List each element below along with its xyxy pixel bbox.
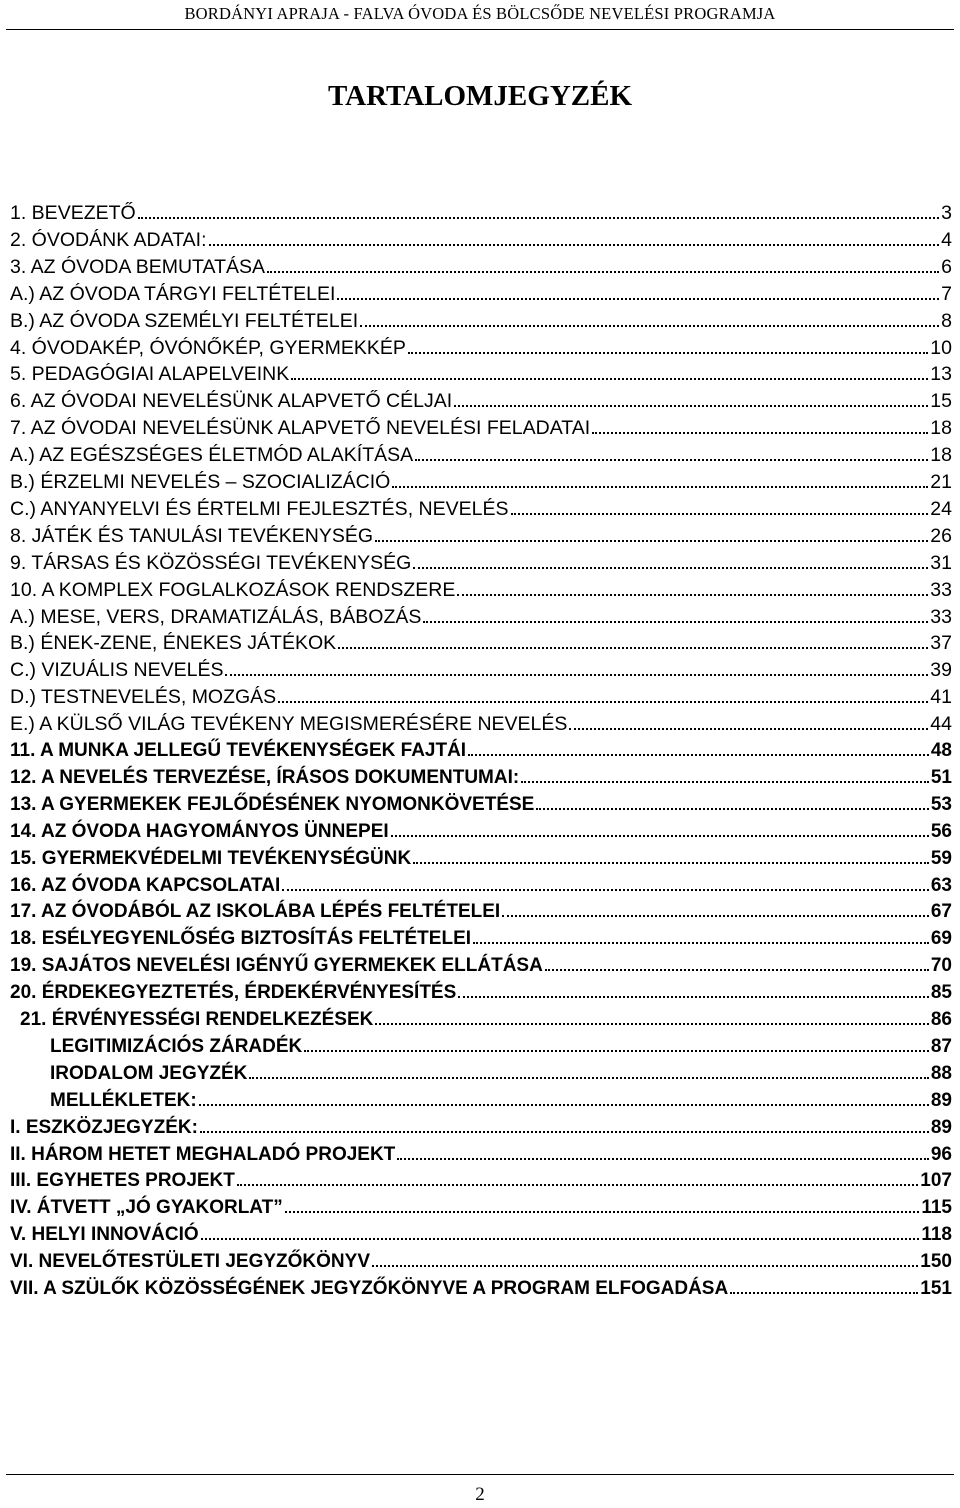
toc-entry-label: A.) AZ EGÉSZSÉGES ÉLETMÓD ALAKÍTÁSA [10,444,414,467]
toc-entry-page-number: 56 [930,820,952,842]
toc-entry-page-number: 150 [920,1251,952,1273]
toc-dot-leader [285,1210,920,1213]
toc-entry-page-number: 24 [930,497,952,520]
toc-entry-label: C.) VIZUÁLIS NEVELÉS [10,659,224,682]
toc-entry-page-number: 8 [941,309,952,332]
toc-entry-label: 6. AZ ÓVODAI NEVELÉSÜNK ALAPVETŐ CÉLJAI [10,390,453,413]
toc-entry-label: A.) AZ ÓVODA TÁRGYI FELTÉTELEI [10,282,336,305]
toc-entry-page-number: 69 [930,928,952,950]
toc-dot-leader [511,512,929,515]
toc-entry[interactable] [10,1222,952,1248]
toc-entry-page-number: 89 [930,1116,952,1138]
toc-entry-label: II. HÁROM HETET MEGHALADÓ PROJEKT [10,1143,396,1165]
toc-entry-label: 17. AZ ÓVODÁBÓL AZ ISKOLÁBA LÉPÉS FELTÉTELEI [10,901,501,923]
toc-entry[interactable] [10,254,952,280]
toc-entry[interactable] [50,1061,952,1087]
page-number: 2 [475,1484,485,1505]
toc-entry-page-number: 48 [930,740,952,761]
toc-entry-page-number: 15 [930,390,952,413]
toc-dot-leader [225,673,928,676]
toc-entry[interactable] [10,227,952,253]
toc-entry[interactable] [10,765,952,791]
toc-entry-label: 7. AZ ÓVODAI NEVELÉSÜNK ALAPVETŐ NEVELÉSI FELADATAI [10,417,591,440]
toc-entry[interactable] [10,953,952,979]
toc-entry[interactable] [10,711,952,737]
toc-entry-page-number: 13 [930,363,952,386]
toc-entry-label: 3. AZ ÓVODA BEMUTATÁSA [10,255,266,278]
toc-entry-page-number: 89 [930,1089,952,1111]
toc-dot-leader [291,377,928,380]
toc-entry-label: LEGITIMIZÁCIÓS ZÁRADÉK [50,1035,303,1057]
toc-dot-leader [458,995,929,998]
toc-dot-leader [267,270,939,273]
toc-entry[interactable] [10,550,952,576]
header-rule [6,29,954,30]
toc-entry-label: 16. AZ ÓVODA KAPCSOLATAI [10,874,281,896]
toc-entry-label: IRODALOM JEGYZÉK [50,1062,248,1084]
toc-entry-label: 10. A KOMPLEX FOGLALKOZÁSOK RENDSZERE [10,578,456,601]
toc-dot-leader [200,1130,929,1133]
toc-entry[interactable] [10,926,952,952]
toc-entry-page-number: 151 [920,1278,952,1299]
toc-entry-page-number: 88 [930,1062,952,1084]
toc-entry-page-number: 70 [930,955,952,977]
toc-dot-leader [372,1264,918,1267]
toc-entry[interactable] [10,1195,952,1221]
toc-entry-label: A.) MESE, VERS, DRAMATIZÁLÁS, BÁBOZÁS [10,605,422,628]
toc-entry[interactable] [10,496,952,522]
toc-entry-page-number: 33 [930,578,952,601]
footer-rule [6,1474,954,1475]
toc-entry[interactable] [10,388,952,414]
toc-entry-label: 15. GYERMEKVÉDELMI TEVÉKENYSÉGÜNK [10,847,412,869]
toc-entry[interactable] [10,469,952,495]
toc-entry-label: 5. PEDAGÓGIAI ALAPELVEINK [10,363,290,386]
toc-entry-label: 13. A GYERMEKEK FEJLŐDÉSÉNEK NYOMONKÖVETÉSE [10,793,535,815]
toc-dot-leader [304,1049,929,1052]
toc-entry[interactable] [10,1168,952,1194]
toc-entry-label: 14. AZ ÓVODA HAGYOMÁNYOS ÜNNEPEI [10,820,389,842]
toc-entry[interactable] [20,1007,952,1033]
toc-entry-page-number: 26 [930,524,952,547]
toc-dot-leader [457,593,928,596]
toc-dot-leader [521,780,929,783]
toc-entry-page-number: 18 [930,417,952,440]
toc-entry-label: I. ESZKÖZJEGYZÉK: [10,1116,198,1138]
toc-dot-leader [592,431,928,434]
toc-entry[interactable] [10,792,952,818]
toc-entry[interactable] [10,873,952,899]
toc-entry[interactable] [10,361,952,387]
toc-entry[interactable] [10,1142,952,1168]
toc-entry-label: MELLÉKLETEK: [50,1089,197,1111]
toc-entry[interactable] [10,442,952,468]
toc-entry-label: VII. A SZÜLŐK KÖZÖSSÉGÉNEK JEGYZŐKÖNYVE A PROGRAM ELFOGADÁSA [10,1278,729,1299]
toc-entry[interactable] [10,846,952,872]
toc-entry[interactable] [10,1276,952,1302]
toc-dot-leader [545,968,929,971]
toc-dot-leader [468,753,929,756]
toc-entry[interactable] [10,899,952,925]
toc-dot-leader [408,351,928,354]
toc-entry-page-number: 59 [930,847,952,869]
toc-entry-page-number: 86 [930,1009,952,1030]
toc-entry[interactable] [10,577,952,603]
toc-entry[interactable] [10,657,952,683]
toc-entry-page-number: 107 [920,1170,952,1192]
toc-entry-label: 11. A MUNKA JELLEGŰ TEVÉKENYSÉGEK FAJTÁI [10,740,467,761]
toc-entry-page-number: 6 [941,255,952,278]
toc-entry[interactable] [10,335,952,361]
toc-dot-leader [454,404,928,407]
toc-entry-page-number: 96 [930,1143,952,1165]
toc-entry-label: 12. A NEVELÉS TERVEZÉSE, ÍRÁSOS DOKUMENTUMAI: [10,766,520,788]
toc-entry[interactable] [10,200,952,226]
toc-dot-leader [199,1103,929,1106]
toc-entry-label: B.) ÉNEK-ZENE, ÉNEKES JÁTÉKOK [10,632,337,655]
toc-entry[interactable] [50,1034,952,1060]
toc-dot-leader [569,727,928,730]
toc-entry-label: C.) ANYANYELVI ÉS ÉRTELMI FEJLESZTÉS, NEVELÉS [10,497,509,520]
toc-entry-page-number: 10 [930,336,952,359]
toc-dot-leader [282,888,929,891]
toc-dot-leader [413,861,929,864]
toc-entry-label: D.) TESTNEVELÉS, MOZGÁS [10,686,277,709]
toc-entry-page-number: 41 [930,686,952,709]
toc-entry-page-number: 118 [921,1224,952,1246]
toc-entry-page-number: 44 [930,713,952,736]
toc-dot-leader [278,700,928,703]
toc-entry-page-number: 37 [930,632,952,655]
toc-entry-page-number: 21 [930,471,952,493]
toc-entry-page-number: 63 [930,874,952,896]
toc-entry[interactable] [10,604,952,630]
toc-entry[interactable] [10,523,952,549]
toc-entry-label: B.) AZ ÓVODA SZEMÉLYI FELTÉTELEI [10,309,359,332]
toc-entry-label: 18. ESÉLYEGYENLŐSÉG BIZTOSÍTÁS FELTÉTELEI [10,928,472,950]
toc-dot-leader [237,1183,918,1186]
toc-entry-label: V. HELYI INNOVÁCIÓ [10,1224,199,1246]
toc-entry-label: 8. JÁTÉK ÉS TANULÁSI TEVÉKENYSÉG [10,524,374,547]
toc-entry[interactable] [10,819,952,845]
toc-entry-page-number: 3 [941,202,952,224]
toc-dot-leader [338,646,928,649]
toc-dot-leader [337,297,939,300]
toc-dot-leader [413,566,928,569]
toc-entry-label: 9. TÁRSAS ÉS KÖZÖSSÉGI TEVÉKENYSÉG [10,551,412,574]
toc-dot-leader [138,216,939,219]
toc-dot-leader [473,941,929,944]
toc-entry-label: 21. ÉRVÉNYESSÉGI RENDELKEZÉSEK [20,1009,374,1030]
toc-dot-leader [375,1022,928,1025]
toc-entry-page-number: 115 [921,1197,952,1219]
toc-entry-page-number: 87 [930,1035,952,1057]
toc-entry[interactable] [10,415,952,441]
toc-entry-page-number: 33 [930,605,952,628]
toc-entry-label: IV. ÁTVETT „JÓ GYAKORLAT” [10,1197,283,1219]
toc-entry-page-number: 53 [930,793,952,815]
toc-dot-leader [536,807,929,810]
toc-dot-leader [360,324,939,327]
toc-entry[interactable] [50,1088,952,1114]
toc-entry[interactable] [10,308,952,334]
toc-entry-label: III. EGYHETES PROJEKT [10,1170,235,1192]
toc-dot-leader [391,834,929,837]
toc-dot-leader [201,1237,920,1240]
toc-entry-label: VI. NEVELŐTESTÜLETI JEGYZŐKÖNYV [10,1251,370,1273]
toc-entry-label: 20. ÉRDEKEGYEZTETÉS, ÉRDEKÉRVÉNYESÍTÉS [10,982,457,1004]
toc-entry[interactable] [10,738,952,764]
toc-entry[interactable] [10,1115,952,1141]
toc-entry[interactable] [10,980,952,1006]
toc-entry-page-number: 31 [930,551,952,574]
toc-entry-page-number: 7 [941,282,952,305]
toc-dot-leader [209,243,940,246]
toc-dot-leader [249,1076,928,1079]
toc-entry-label: E.) A KÜLSŐ VILÁG TEVÉKENY MEGISMERÉSÉRE NEVELÉS [10,713,568,736]
toc-dot-leader [415,458,928,461]
toc-entry-label: 4. ÓVODAKÉP, ÓVÓNŐKÉP, GYERMEKKÉP [10,336,406,359]
toc-dot-leader [730,1291,918,1294]
toc-dot-leader [375,539,928,542]
toc-entry-label: B.) ÉRZELMI NEVELÉS – SZOCIALIZÁCIÓ [10,471,391,493]
toc-entry-page-number: 51 [930,766,952,788]
running-header: BORDÁNYI APRAJA - FALVA ÓVODA ÉS BÖLCSŐDE NEVELÉSI PROGRAMJA [184,4,776,23]
toc-entry[interactable] [10,281,952,307]
toc-entry-page-number: 18 [930,444,952,467]
toc-dot-leader [502,914,929,917]
toc-entry-page-number: 67 [930,901,952,923]
toc-entry-label: 19. SAJÁTOS NEVELÉSI IGÉNYŰ GYERMEKEK ELLÁTÁSA [10,955,543,977]
toc-entry[interactable] [10,1249,952,1275]
toc-dot-leader [423,620,928,623]
toc-entry-page-number: 4 [941,228,952,251]
page-title: TARTALOMJEGYZÉK [327,80,633,112]
toc-entry-page-number: 85 [930,982,952,1004]
toc-entry-page-number: 39 [930,659,952,682]
toc-entry-label: 1. BEVEZETŐ [10,202,136,224]
toc-dot-leader [392,485,928,488]
toc-entry[interactable] [10,630,952,656]
toc-entry[interactable] [10,684,952,710]
toc-dot-leader [397,1157,929,1160]
toc-entry-label: 2. ÓVODÁNK ADATAI: [10,228,207,251]
